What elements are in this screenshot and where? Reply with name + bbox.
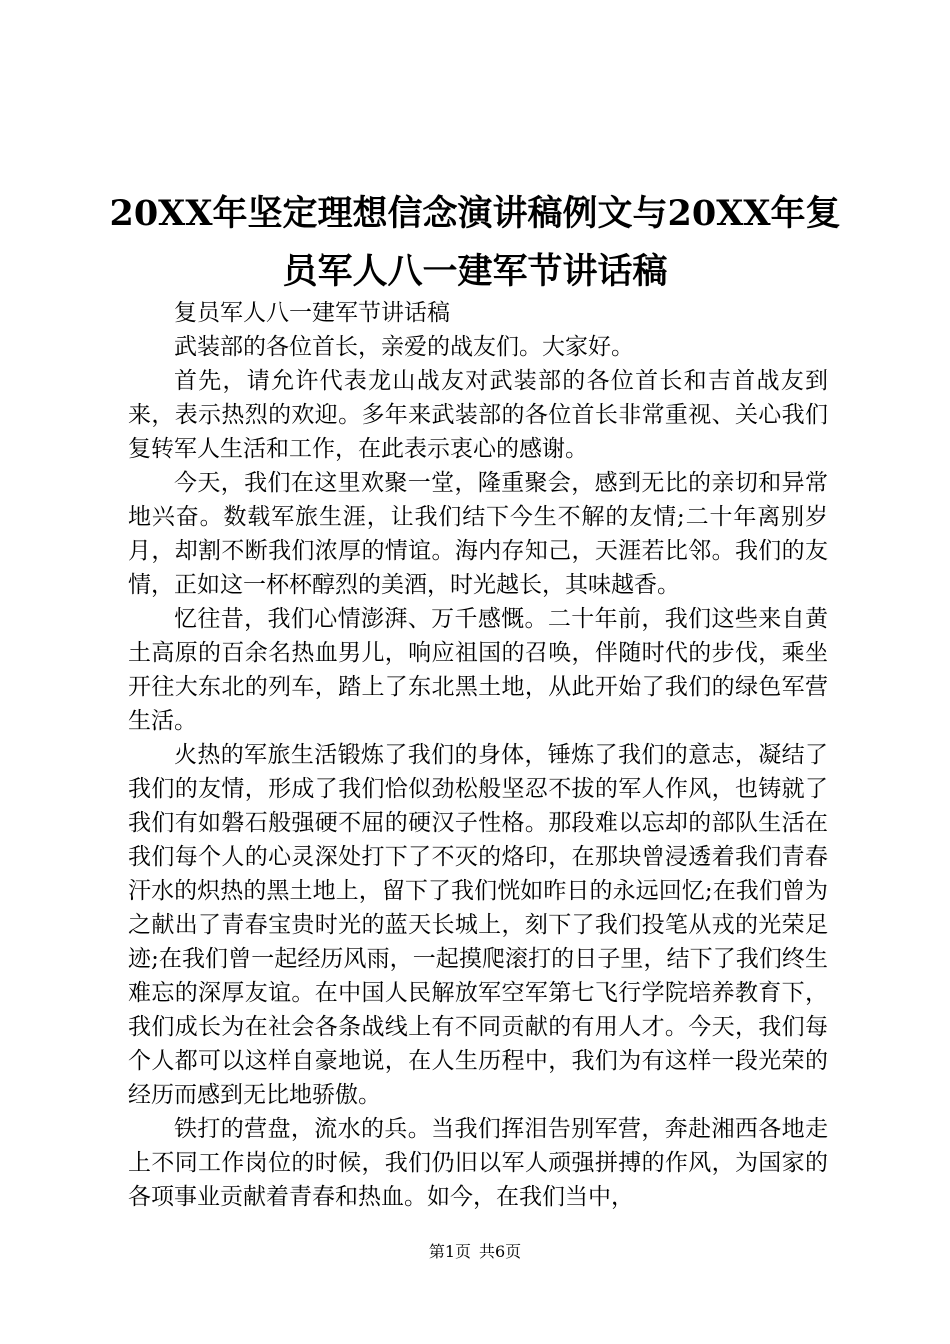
paragraph: 忆往昔，我们心情澎湃、万千感慨。二十年前，我们这些来自黄土高原的百余名热血男儿，响应祖国的召唤，伴随时代的步伐，乘坐开往大东北的列车，踏上了东北黑土地，从此开始了我们的绿色军营生活。	[128, 606, 828, 734]
page-total: 共6页	[479, 1242, 522, 1261]
paragraph-greeting: 武装部的各位首长，亲爱的战友们。大家好。	[174, 334, 634, 360]
paragraph: 铁打的营盘，流水的兵。当我们挥泪告别军营，奔赴湘西各地走上不同工作岗位的时候，我们仍旧以军人顽强拼搏的作风，为国家的各项事业贡献着青春和热血。如今，在我们当中，	[128, 1116, 828, 1210]
paragraph: 今天，我们在这里欢聚一堂，隆重聚会，感到无比的亲切和异常地兴奋。数载军旅生涯，让我们结下今生不解的友情;二十年离别岁月，却割不断我们浓厚的情谊。海内存知己，天涯若比邻。我们的友情，正如这一杯杯醇烈的美酒，时光越长，其味越香。	[128, 470, 828, 598]
page-footer	[0, 1242, 950, 1262]
paragraph: 火热的军旅生活锻炼了我们的身体，锤炼了我们的意志，凝结了我们的友情，形成了我们恰似劲松般坚忍不拔的军人作风，也铸就了我们有如磐石般强硬不屈的硬汉子性格。那段难以忘却的部队生活在我们每个人的心灵深处打下了不灭的烙印，在那块曾浸透着我们青春汗水的炽热的黑土地上，留下了我们恍如昨日的永远回忆;在我们曾为之献出了青春宝贵时光的蓝天长城上，刻下了我们投笔从戎的光荣足迹;在我们曾一起经历风雨，一起摸爬滚打的日子里，结下了我们终生难忘的深厚友谊。在中国人民解放军空军第七飞行学院培养教育下，我们成长为在社会各条战线上有不同贡献的有用人才。今天，我们每个人都可以这样自豪地说，在人生历程中，我们为有这样一段光荣的经历而感到无比地骄傲。	[128, 742, 828, 1108]
page-number: 第1页	[428, 1242, 471, 1261]
document-title: 20XX年坚定理想信念演讲稿例文与20XX年复员军人八一建军节讲话稿	[109, 193, 841, 292]
paragraph: 首先，请允许代表龙山战友对武装部的各位首长和吉首战友到来，表示热烈的欢迎。多年来武装部的各位首长非常重视、关心我们复转军人生活和工作，在此表示衷心的感谢。	[128, 368, 828, 462]
paragraph-subtitle: 复员军人八一建军节讲话稿	[174, 300, 450, 326]
document-body	[128, 296, 828, 1214]
